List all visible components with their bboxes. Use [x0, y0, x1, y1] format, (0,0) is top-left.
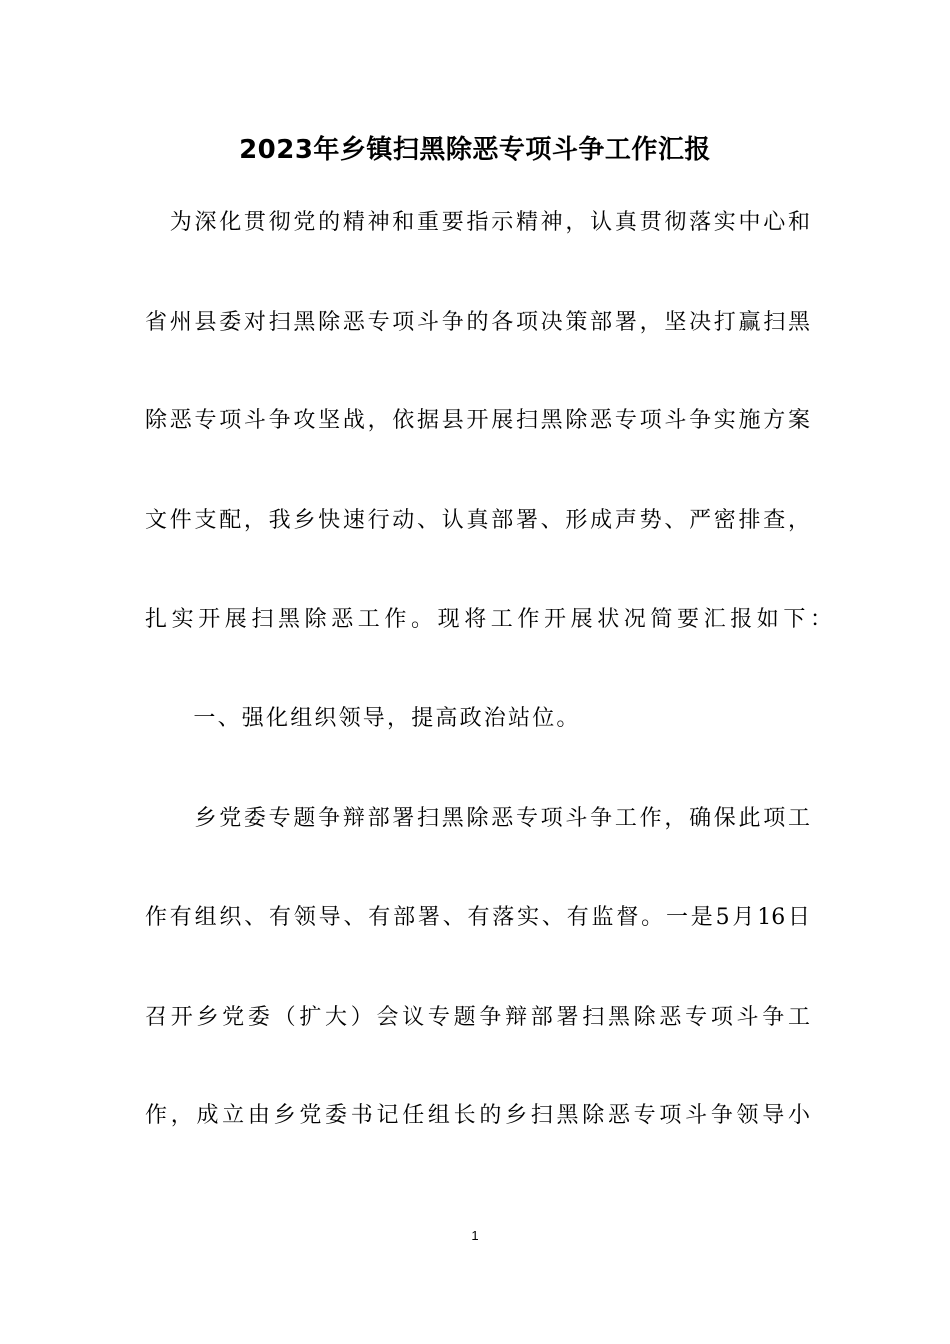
- page-number: 1: [471, 1228, 479, 1243]
- paragraph-line-2: 省州县委对扫黑除恶专项斗争的各项决策部署，坚决打赢扫黑: [145, 310, 810, 335]
- paragraph-line-1: 为深化贯彻党的精神和重要指示精神，认真贯彻落实中心和: [145, 210, 810, 235]
- paragraph-line-8: 作有组织、有领导、有部署、有落实、有监督。一是5月16日: [145, 905, 810, 930]
- paragraph-line-7: 乡党委专题争辩部署扫黑除恶专项斗争工作，确保此项工: [145, 806, 810, 831]
- paragraph-line-10: 作，成立由乡党委书记任组长的乡扫黑除恶专项斗争领导小: [145, 1103, 810, 1128]
- paragraph-line-3: 除恶专项斗争攻坚战，依据县开展扫黑除恶专项斗争实施方案: [145, 408, 810, 433]
- paragraph-line-5: 扎实开展扫黑除恶工作。现将工作开展状况简要汇报如下：: [145, 607, 837, 632]
- paragraph-line-9: 召开乡党委（扩大）会议专题争辩部署扫黑除恶专项斗争工: [145, 1005, 810, 1030]
- page-title: 2023年乡镇扫黑除恶专项斗争工作汇报: [239, 135, 711, 165]
- paragraph-line-4: 文件支配，我乡快速行动、认真部署、形成声势、严密排查，: [145, 508, 810, 533]
- section-heading: 一、强化组织领导，提高政治站位。: [145, 706, 581, 731]
